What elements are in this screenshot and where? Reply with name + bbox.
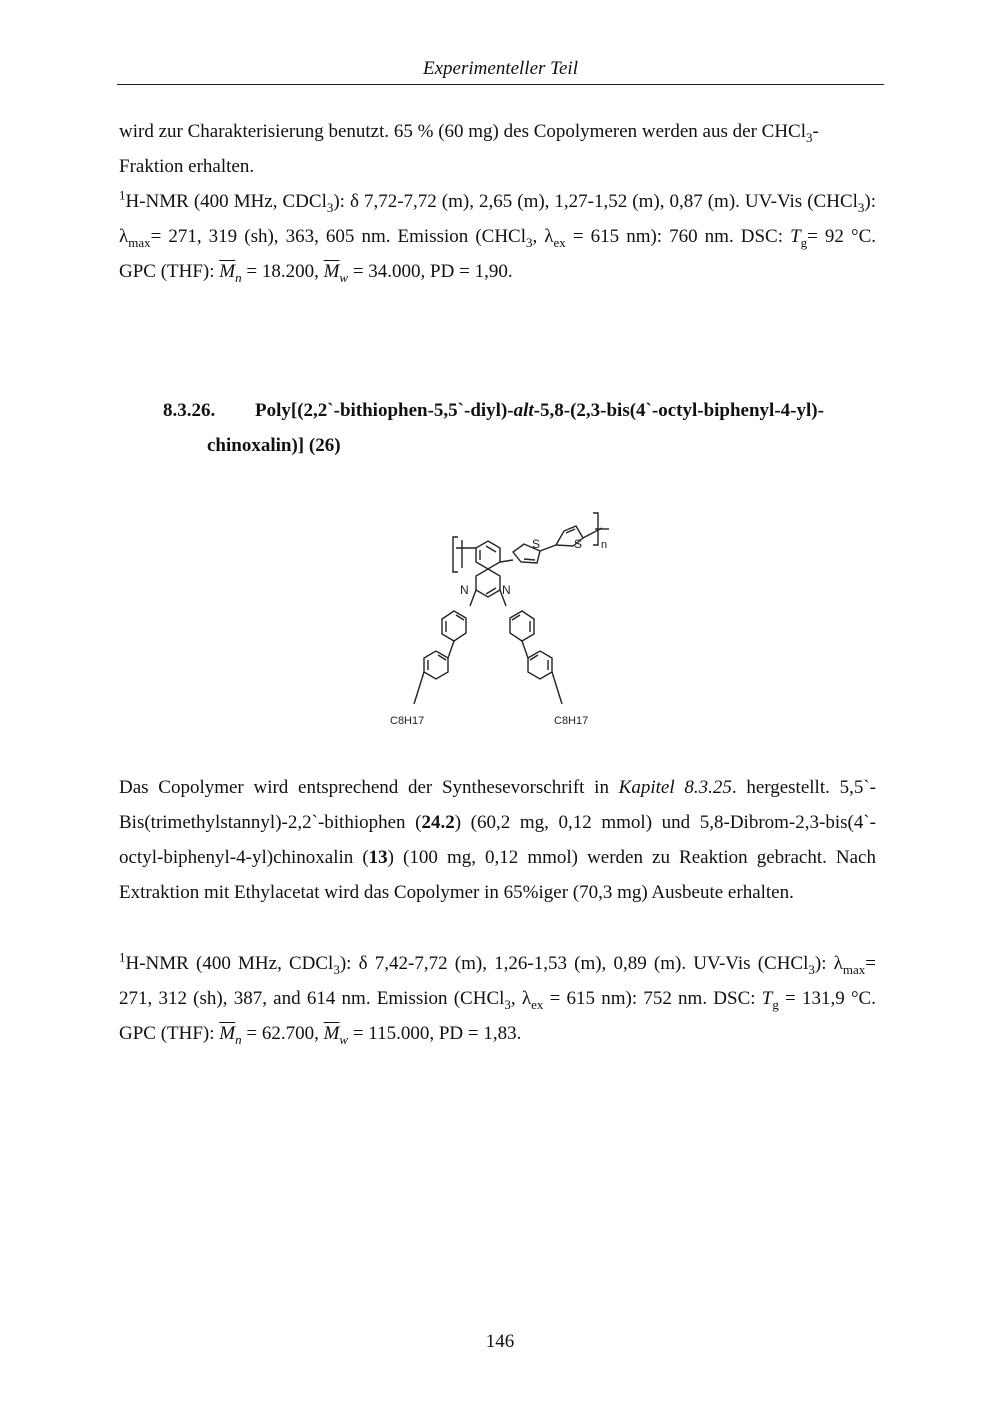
nmr-data-paragraph-1: $^1$H-NMR (400 MHz, CDCl$_3$): δ 7,72-7,72 (m), 2,65 (m), 1,27-1,52 (m), 0,87 (m). UV-Vis (CHCl$_3$): $\lambda_{max}= 271$, 319 (sh), 363, 605 nm. Emission (CHCl$_3$, $\lambda_{ex} = 615$ nm): 760 nm. DSC: $T_g= 92$ °C. GPC (THF): $\overline{M}_n = 18.200$, $\overline{M}_w = 34.000$, PD = 1,90. (119, 187, 877, 285)
sulfur-atom-label: S (532, 537, 541, 551)
page-number: 146 (485, 1331, 515, 1352)
sulfur-atom-label: S (574, 537, 583, 551)
running-header: Experimenteller Teil (423, 58, 578, 79)
header-rule (117, 84, 884, 85)
section-number: 8.3.26. (163, 400, 216, 421)
nmr-data-paragraph-2: $^1$H-NMR (400 MHz, CDCl$_3$): δ 7,42-7,72 (m), 1,26-1,53 (m), 0,89 (m). UV-Vis (CHCl$_3$): $\lambda_{max}= 271$, 312 (sh), 387, and 614 nm. Emission (CHCl$_3$, $\lambda_{ex} = 615$ nm): 752 nm. DSC: $T_g = 131,9$ °C. GPC (THF): $\overline{M}_n = 62.700$, $\overline{M}_w = 115.000$, PD = 1,83. (119, 949, 876, 1047)
octyl-chain-label: C8H17 (554, 715, 589, 727)
chemical-structure (380, 500, 620, 740)
nitrogen-atom-label: N (460, 583, 469, 597)
paragraph-continuation: wird zur Charakterisierung benutzt. 65 % (60 mg) des Copolymeren werden aus der CHCl$_3$- Fraktion erhalten. (119, 121, 819, 177)
section-heading: 8.3.26. Poly[(2,2`-bithiophen-5,5`-diyl)-alt-5,8-(2,3-bis(4`-octyl-biphenyl-4-yl)- chinoxalin)] (26) (163, 393, 883, 463)
nitrogen-atom-label: N (502, 583, 511, 597)
octyl-chain-label: C8H17 (390, 715, 425, 727)
repeat-unit-label: n (601, 539, 608, 551)
synthesis-paragraph: Das Copolymer wird entsprechend der Synthesevorschrift in Kapitel 8.3.25. hergestellt. 5,5`-Bis(trimethylstannyl)-2,2`-bithiophen (24.2) (60,2 mg, 0,12 mmol) und 5,8-Dibrom-2,3-bis(4`-octyl-biphenyl-4-yl)chinoxalin (13) (100 mg, 0,12 mmol) werden zu Reaktion gebracht. Nach Extraktion mit Ethylacetat wird das Copolymer in 65%iger (70,3 mg) Ausbeute erhalten. (119, 777, 876, 903)
